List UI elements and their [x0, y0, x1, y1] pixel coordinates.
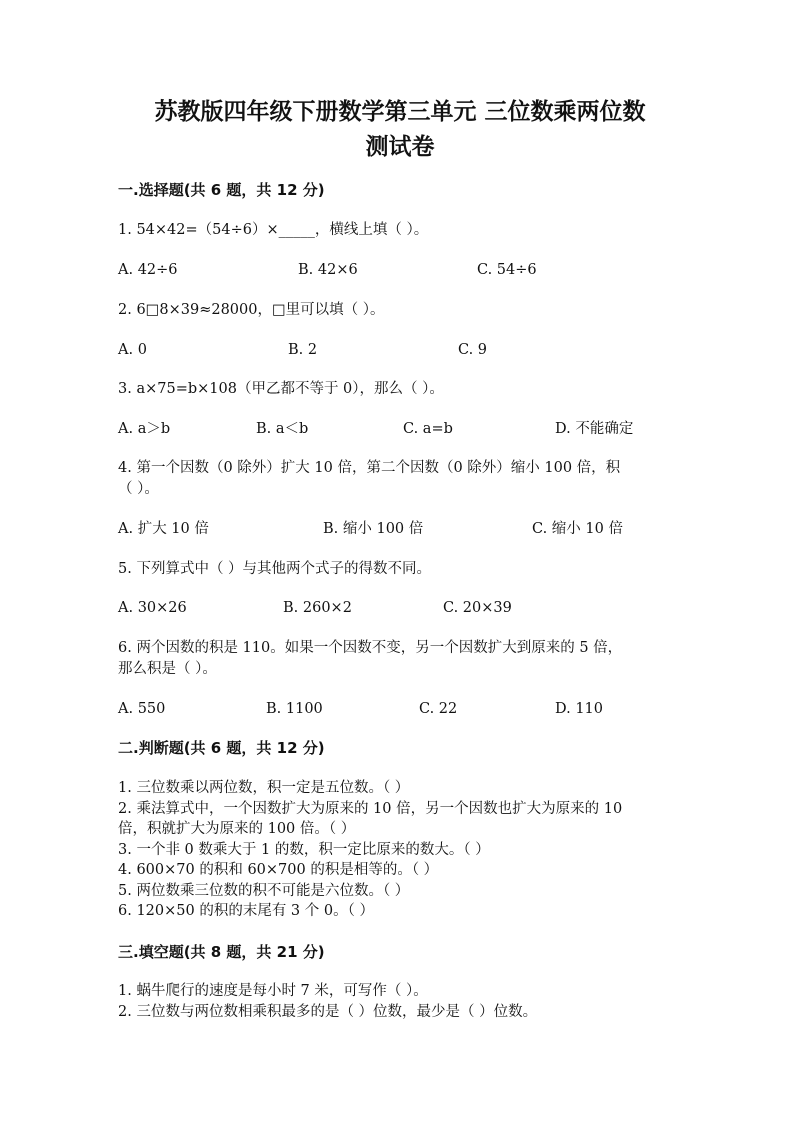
question-3-option-d: D. 不能确定 — [555, 421, 634, 437]
question-1-option-a: A. 42÷6 — [118, 262, 178, 278]
question-4-option-b: B. 缩小 100 倍 — [323, 521, 424, 537]
question-1-option-b: B. 42×6 — [298, 262, 358, 278]
judgment-3: 3. 一个非 0 数乘大于 1 的数，积一定比原来的数大。（ ） — [118, 842, 490, 858]
question-5-option-a: A. 30×26 — [118, 600, 187, 616]
judgment-6: 6. 120×50 的积的末尾有 3 个 0。（ ） — [118, 903, 374, 919]
question-6-option-a: A. 550 — [118, 701, 166, 717]
section-heading-choice: 一.选择题(共 6 题，共 12 分) — [118, 181, 325, 199]
question-3-option-b: B. a＜b — [256, 421, 309, 437]
question-2-option-c: C. 9 — [458, 342, 488, 358]
question-1-option-c: C. 54÷6 — [477, 262, 537, 278]
question-4-line-2: （ ）。 — [118, 481, 159, 497]
question-1: 1. 54×42=（54÷6）×_____，横线上填（ ）。 — [118, 222, 429, 238]
judgment-2-line-2: 倍，积就扩大为原来的 100 倍。（ ） — [118, 821, 356, 837]
fill-in-2: 2. 三位数与两位数相乘积最多的是（ ）位数，最少是（ ）位数。 — [118, 1004, 538, 1020]
section-heading-fill-in: 三.填空题(共 8 题，共 21 分) — [118, 943, 325, 961]
question-2-option-b: B. 2 — [288, 342, 318, 358]
section-heading-judgment: 二.判断题(共 6 题，共 12 分) — [118, 739, 325, 757]
question-2: 2. 6□8×39≈28000，□里可以填（ ）。 — [118, 302, 385, 318]
question-6-option-b: B. 1100 — [266, 701, 323, 717]
question-5-option-b: B. 260×2 — [283, 600, 352, 616]
title-line-2: 测试卷 — [365, 134, 435, 160]
question-5: 5. 下列算式中（ ）与其他两个式子的得数不同。 — [118, 561, 432, 577]
judgment-4: 4. 600×70 的积和 60×700 的积是相等的。（ ） — [118, 862, 439, 878]
judgment-5: 5. 两位数乘三位数的积不可能是六位数。（ ） — [118, 883, 410, 899]
question-3-option-c: C. a=b — [403, 421, 453, 437]
fill-in-1: 1. 蜗牛爬行的速度是每小时 7 米，可写作（ ）。 — [118, 983, 428, 999]
question-5-option-c: C. 20×39 — [443, 600, 512, 616]
judgment-1: 1. 三位数乘以两位数，积一定是五位数。（ ） — [118, 780, 410, 796]
question-2-option-a: A. 0 — [118, 342, 147, 358]
question-6-option-c: C. 22 — [419, 701, 458, 717]
question-6-line-1: 6. 两个因数的积是 110。如果一个因数不变，另一个因数扩大到原来的 5 倍， — [118, 640, 623, 656]
question-4-option-a: A. 扩大 10 倍 — [118, 521, 209, 537]
question-4-option-c: C. 缩小 10 倍 — [532, 521, 623, 537]
question-3-option-a: A. a＞b — [118, 421, 171, 437]
judgment-2-line-1: 2. 乘法算式中，一个因数扩大为原来的 10 倍，另一个因数也扩大为原来的 10 — [118, 801, 623, 817]
question-4-line-1: 4. 第一个因数（0 除外）扩大 10 倍，第二个因数（0 除外）缩小 100 倍，积 — [118, 460, 621, 476]
question-3: 3. a×75=b×108（甲乙都不等于 0），那么（ ）。 — [118, 381, 444, 397]
title-line-1: 苏教版四年级下册数学第三单元 三位数乘两位数 — [154, 99, 646, 125]
question-6-line-2: 那么积是（ ）。 — [118, 661, 217, 677]
question-6-option-d: D. 110 — [555, 701, 604, 717]
